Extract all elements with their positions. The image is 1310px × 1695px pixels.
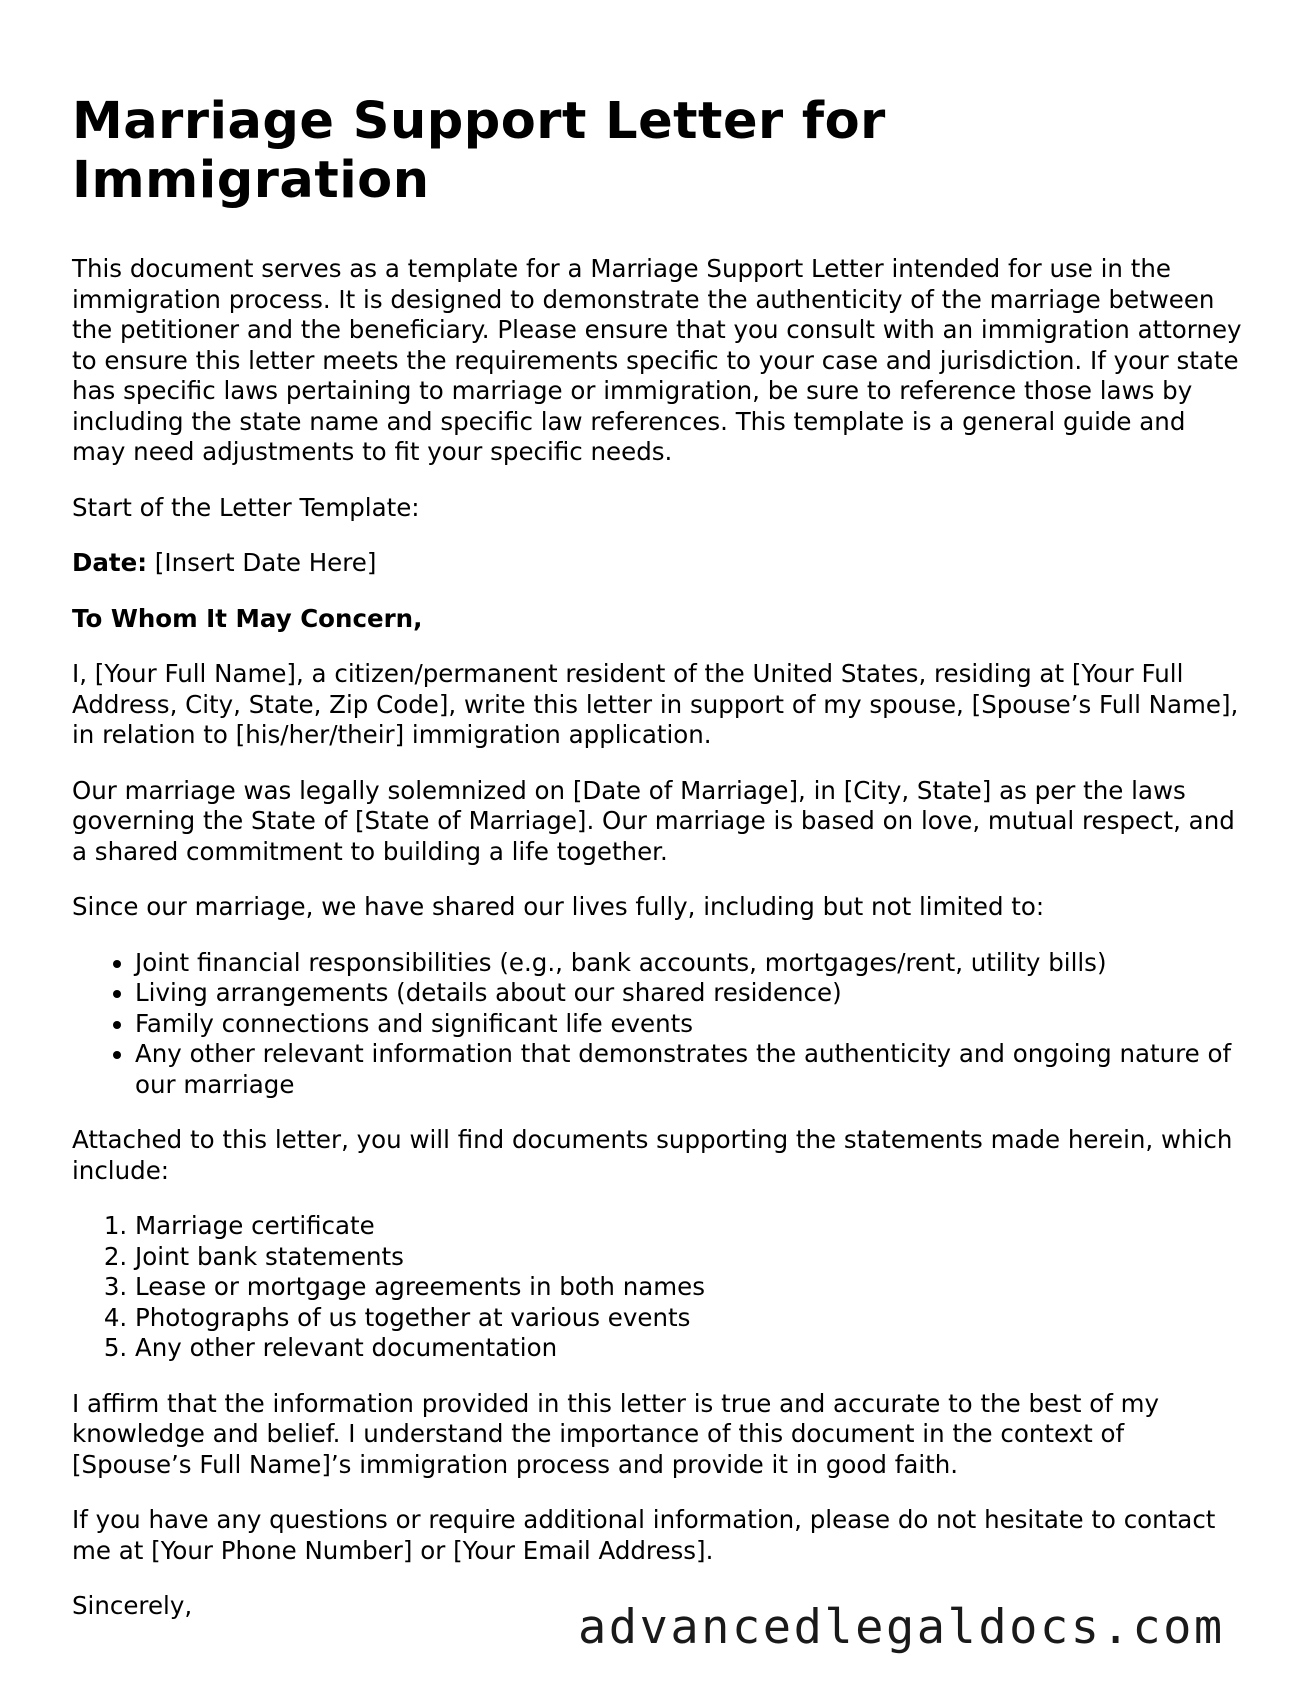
list-item: • Joint financial responsibilities (e.g., bank accounts, mortgages/rent, utility bills) xyxy=(135,948,1242,979)
shared-lives-paragraph: Since our marriage, we have shared our lives fully, including but not limited to: xyxy=(72,892,1045,921)
attached-documents-list xyxy=(72,1211,1242,1364)
intro-paragraph: This document serves as a template for a Marriage Support Letter intended for use in the immigration process. It is designed to demonstrate the authenticity of the marriage between the petitioner and the beneficiary. Please ensure that you consult with an immigration attorney to ensure this letter meets the requirements specific to your case and jurisdiction. If your state has specific laws pertaining to marriage or immigration, be sure to reference those laws by including the state name and specific law references. This template is a general guide and may need adjustments to fit your specific needs. xyxy=(72,254,1242,466)
document-page xyxy=(72,92,1242,1647)
date-label: Date: xyxy=(72,548,147,577)
attached-documents-paragraph: Attached to this letter, you will find documents supporting the statements made herein, which include: xyxy=(72,1125,1233,1185)
watermark: advancedlegaldocs.com xyxy=(578,1600,1225,1655)
list-item: 2. Joint bank statements xyxy=(135,1242,1242,1273)
list-item: • Family connections and significant life events xyxy=(135,1009,1242,1040)
list-item: • Living arrangements (details about our shared residence) xyxy=(135,978,1242,1009)
list-item: 1. Marriage certificate xyxy=(135,1211,1242,1242)
salutation: To Whom It May Concern, xyxy=(72,603,423,633)
list-item: 4. Photographs of us together at various events xyxy=(135,1303,1242,1334)
list-item: 3. Lease or mortgage agreements in both names xyxy=(135,1272,1242,1303)
template-start-label: Start of the Letter Template: xyxy=(72,492,420,522)
introduction-paragraph: I, [Your Full Name], a citizen/permanent resident of the United States, residing at [Your Full Address, City, State, Zip Code], write this letter in support of my spouse, [Spouse’s Full Name], in relation to [his/her/their] immigration application. xyxy=(72,659,1239,749)
marriage-paragraph: Our marriage was legally solemnized on [Date of Marriage], in [City, State] as per the laws governing the State of [State of Marriage]. Our marriage is based on love, mutual respect, and a shared commitment to building a life together. xyxy=(72,775,1235,866)
closing: Sincerely, xyxy=(72,1591,193,1620)
date-placeholder: [Insert Date Here] xyxy=(147,548,377,577)
document-title: Marriage Support Letter for Immigration xyxy=(72,92,886,210)
list-item: • Any other relevant information that demonstrates the authenticity and ongoing nature of our marriage xyxy=(135,1039,1242,1100)
shared-lives-list xyxy=(72,948,1242,1101)
list-item: 5. Any other relevant documentation xyxy=(135,1333,1242,1364)
affirmation-paragraph: I affirm that the information provided in this letter is true and accurate to the best of my knowledge and belief. I understand the importance of this document in the context of [Spouse’s Full Name]’s immigration process and provide it in good faith. xyxy=(72,1388,1159,1479)
contact-paragraph: If you have any questions or require additional information, please do not hesitate to contact me at [Your Phone Number] or [Your Email Address]. xyxy=(72,1505,1216,1565)
date-line xyxy=(72,548,1242,579)
